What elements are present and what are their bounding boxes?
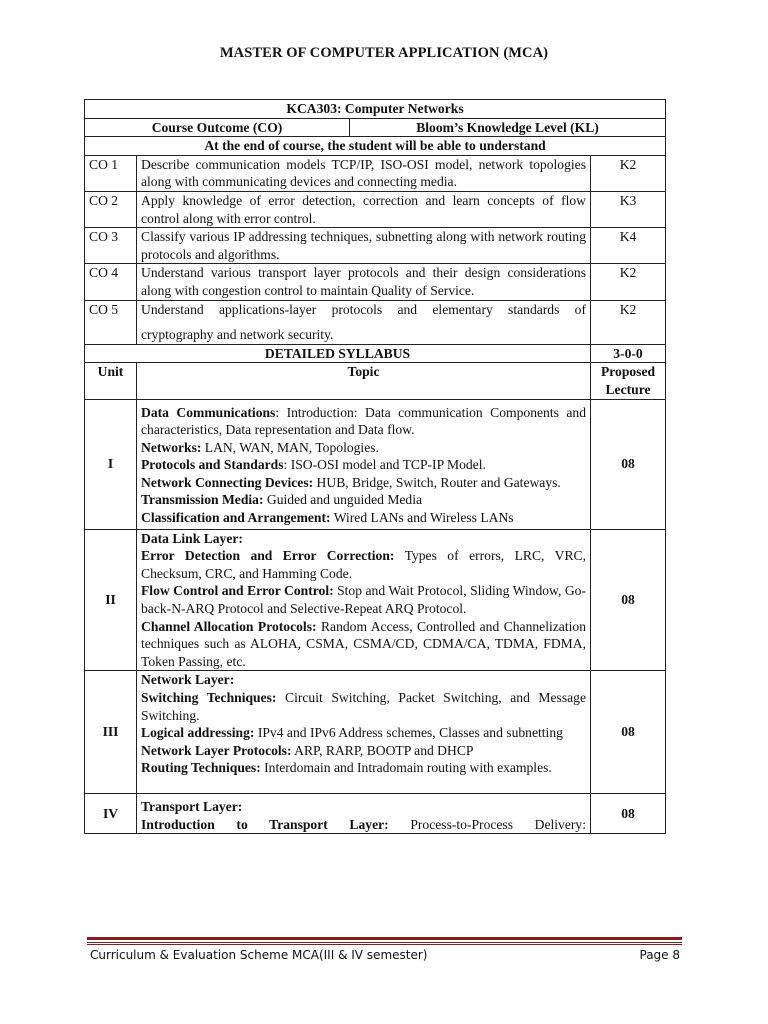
intro-row	[85, 137, 666, 156]
topic-lead: Network Connecting Devices:	[141, 474, 314, 490]
co-id: CO 3	[85, 228, 137, 264]
topic-lead: Logical addressing:	[141, 725, 255, 741]
topic-text: Random Access, Controlled and Channelization techniques such as ALOHA, CSMA, CSMA/CD, CDMA/CA, TDMA, FDMA, Token Passing, etc.	[141, 618, 586, 669]
syllabus-columns-row	[85, 363, 666, 399]
topic-text: : Introduction: Data communication Components and characteristics, Data representation and Data flow.	[141, 404, 586, 438]
topic-lead: Channel Allocation Protocols:	[141, 618, 317, 634]
co-text-line: cryptography and network security.	[141, 327, 334, 343]
kl-header: Bloom’s Knowledge Level (KL)	[350, 118, 666, 137]
topic-item	[141, 509, 586, 527]
topic-lead: Protocols and Standards	[141, 457, 284, 473]
co-row	[85, 155, 666, 191]
topic-item	[141, 530, 586, 548]
unit-topics	[137, 529, 591, 671]
unit-row	[85, 793, 666, 833]
col-lecture: Proposed Lecture	[591, 363, 666, 399]
topic-text: LAN, WAN, MAN, Topologies.	[201, 439, 379, 455]
topic-text: Stop and Wait Protocol, Sliding Window, Go-back-N-ARQ Protocol and Selective-Repeat ARQ Protocol.	[141, 583, 586, 617]
co-row	[85, 264, 666, 300]
unit-topics	[137, 671, 591, 794]
unit-lectures: 08	[591, 671, 666, 794]
course-title: KCA303: Computer Networks	[85, 100, 666, 119]
topic-text: Wired LANs and Wireless LANs	[330, 510, 514, 526]
footer-rule-thick	[87, 937, 682, 940]
co-kl: K2	[591, 264, 666, 300]
topic-text: Process-to-Process Delivery:	[388, 816, 586, 832]
topic-lead: Error Detection and Error Correction:	[141, 548, 395, 564]
co-text-line: Understand applications-layer protocols and elementary standards of	[141, 301, 586, 317]
unit-number: II	[85, 529, 137, 671]
unit-topics	[137, 793, 591, 833]
topic-item	[141, 439, 586, 457]
topic-item	[141, 456, 586, 474]
unit-lectures: 08	[591, 793, 666, 833]
topic-text: : ISO-OSI model and TCP-IP Model.	[283, 457, 486, 473]
unit-number: III	[85, 671, 137, 794]
topic-text: Types of errors, LRC, VRC, Checksum, CRC, and Hamming Code.	[141, 548, 586, 581]
topic-item	[141, 491, 586, 509]
topic-text: ARP, RARP, BOOTP and DHCP	[291, 742, 474, 758]
co-text: Classify various IP addressing techniques, subnetting along with network routing protocols and algorithms.	[137, 228, 591, 264]
topic-lead: Switching Techniques:	[141, 690, 277, 705]
topic-lead: Data Communications	[141, 404, 276, 420]
topic-text: Circuit Switching, Packet Switching, and Message Switching.	[141, 690, 586, 723]
footer-rule-thin	[87, 942, 682, 943]
co-text: Apply knowledge of error detection, correction and learn concepts of flow control along with error control.	[137, 191, 591, 227]
topic-item	[141, 404, 586, 439]
topic-item	[141, 742, 586, 760]
course-title-row	[85, 100, 666, 119]
unit-number: IV	[85, 793, 137, 833]
topic-text: IPv4 and IPv6 Address schemes, Classes and subnetting	[254, 725, 563, 741]
co-id: CO 2	[85, 191, 137, 227]
footer-text: Curriculum & Evaluation Scheme MCA(III & IV semester)	[90, 948, 428, 962]
topic-item	[141, 759, 586, 777]
co-row	[85, 191, 666, 227]
co-kl: K3	[591, 191, 666, 227]
co-kl: K4	[591, 228, 666, 264]
co-kl: K2	[591, 300, 666, 344]
topic-item	[141, 671, 586, 689]
unit-row	[85, 671, 666, 794]
col-unit: Unit	[85, 363, 137, 399]
unit-topics	[137, 399, 591, 529]
topic-lead: Routing Techniques:	[141, 760, 261, 776]
co-header-row	[85, 118, 666, 137]
topic-lead: Network Layer:	[141, 672, 235, 688]
co-header: Course Outcome (CO)	[85, 118, 350, 137]
co-row	[85, 228, 666, 264]
co-intro: At the end of course, the student will be able to understand	[85, 137, 666, 156]
topic-item	[141, 582, 586, 617]
co-id: CO 5	[85, 300, 137, 344]
unit-lectures: 08	[591, 399, 666, 529]
unit-lectures: 08	[591, 529, 666, 671]
col-topic: Topic	[137, 363, 591, 399]
topic-lead: Transmission Media:	[141, 492, 264, 508]
co-id: CO 4	[85, 264, 137, 300]
topic-item	[141, 474, 586, 492]
page-title: MASTER OF COMPUTER APPLICATION (MCA)	[219, 45, 549, 61]
topic-text: Interdomain and Intradomain routing with examples.	[260, 760, 552, 776]
topic-item	[141, 798, 586, 816]
syllabus-table	[84, 99, 666, 834]
topic-lead: Networks:	[141, 439, 202, 455]
co-text	[137, 300, 591, 344]
topic-lead: Data Link Layer:	[141, 530, 243, 546]
topic-lead: Flow Control and Error Control:	[141, 583, 334, 599]
co-row	[85, 300, 666, 344]
co-id: CO 1	[85, 155, 137, 191]
footer-rule-thin	[87, 944, 682, 945]
co-text: Describe communication models TCP/IP, ISO-OSI model, network topologies along with communicating devices and connecting media.	[137, 155, 591, 191]
topic-item	[141, 689, 586, 724]
topic-item	[141, 816, 586, 834]
unit-number: I	[85, 399, 137, 529]
syllabus-heading-row	[85, 344, 666, 363]
page-number: Page 8	[639, 948, 680, 962]
topic-item	[141, 618, 586, 671]
topic-lead: Introduction to Transport Layer:	[141, 816, 389, 832]
footer-rule	[87, 937, 682, 945]
topic-text: Guided and unguided Media	[263, 492, 423, 508]
ltp: 3-0-0	[591, 344, 666, 363]
topic-text: HUB, Bridge, Switch, Router and Gateways.	[313, 474, 561, 490]
topic-lead: Transport Layer:	[141, 798, 243, 814]
topic-item	[141, 547, 586, 582]
topic-item	[141, 724, 586, 742]
topic-lead: Classification and Arrangement:	[141, 510, 331, 526]
co-kl: K2	[591, 155, 666, 191]
unit-row	[85, 529, 666, 671]
topic-lead: Network Layer Protocols:	[141, 742, 292, 758]
co-text: Understand various transport layer protocols and their design considerations along with congestion control to maintain Quality of Service.	[137, 264, 591, 300]
syllabus-heading: DETAILED SYLLABUS	[85, 344, 591, 363]
unit-row	[85, 399, 666, 529]
